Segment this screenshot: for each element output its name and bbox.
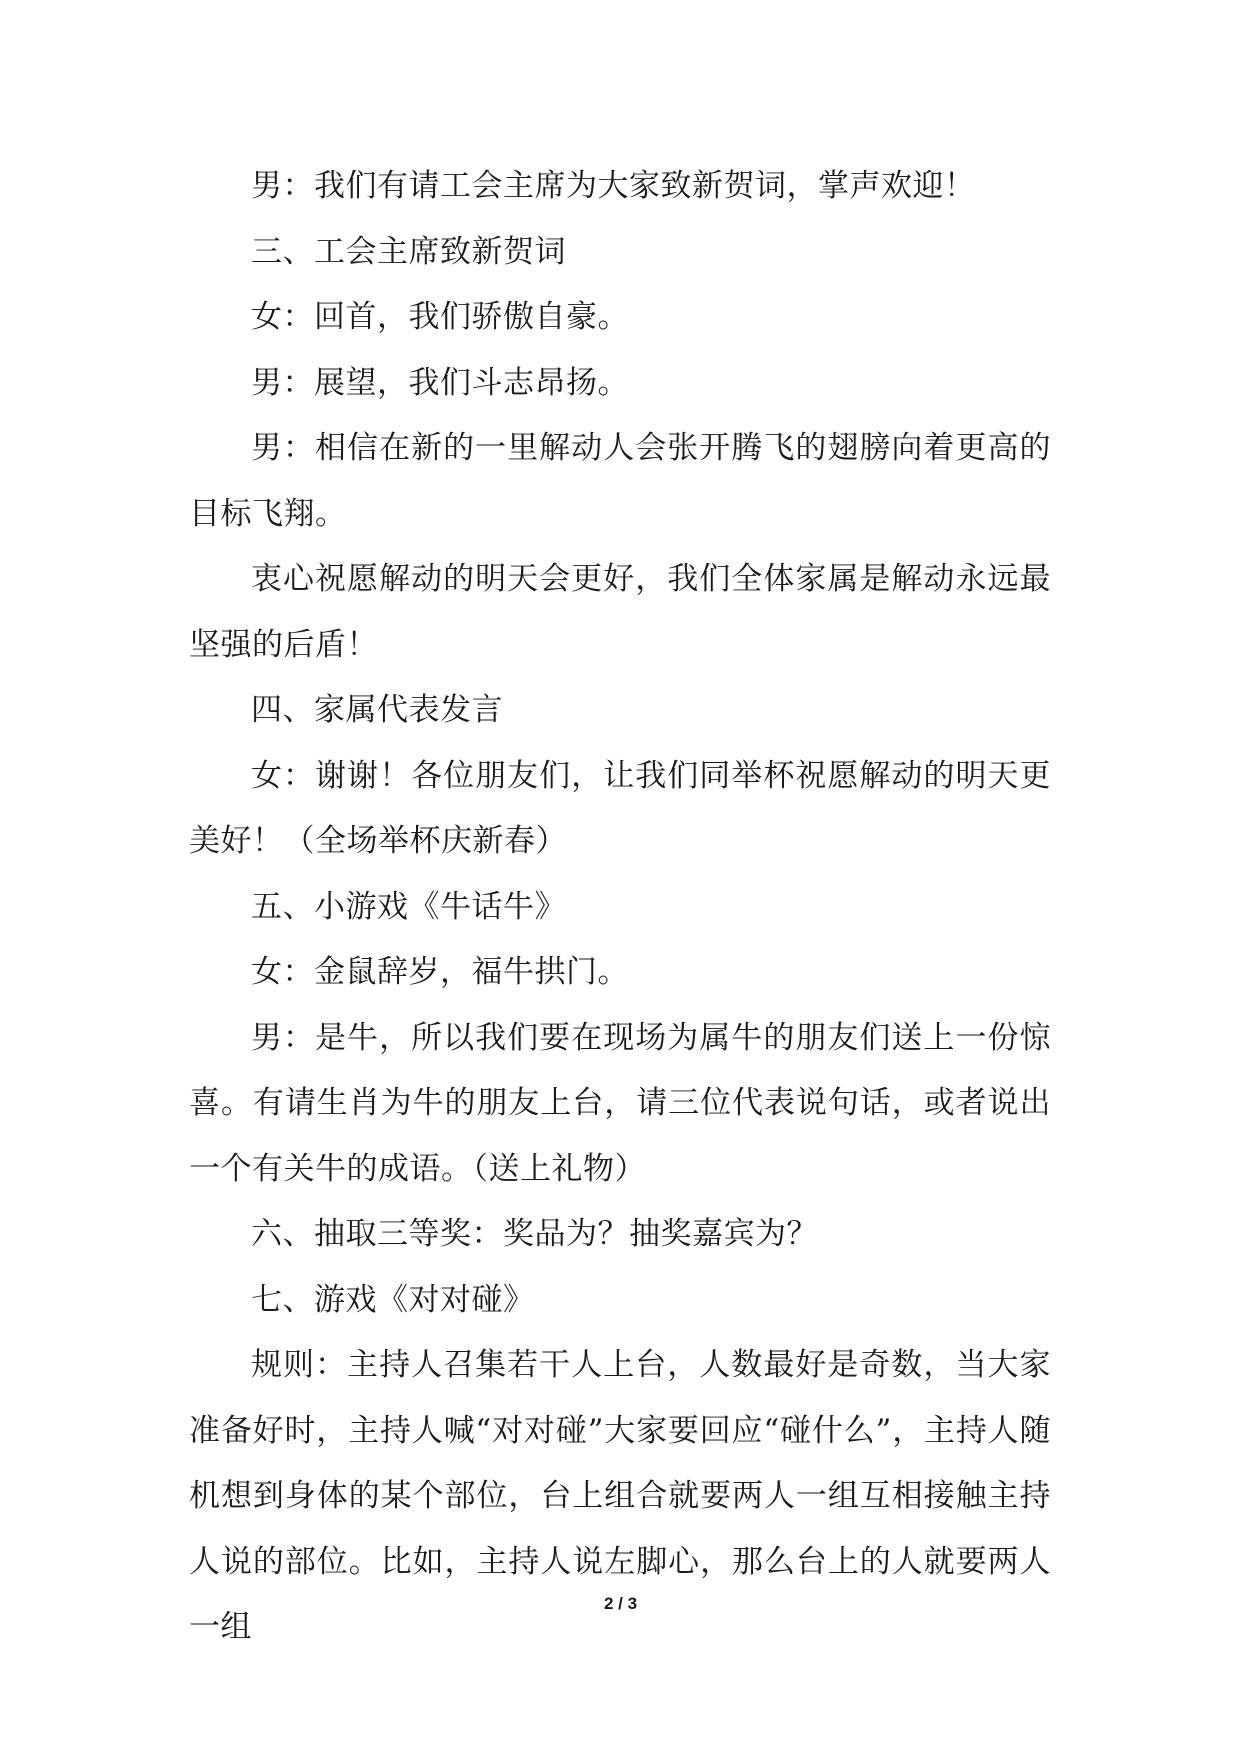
paragraph: 男：相信在新的一里解动人会张开腾飞的翅膀向着更高的目标飞翔。 [189, 430, 1051, 532]
paragraph: 男：是牛，所以我们要在现场为属牛的朋友们送上一份惊喜。有请生肖为牛的朋友上台，请三位代表说句话，或者说出一个有关牛的成语。（送上礼物） [189, 1019, 1051, 1187]
section-heading: 四、家属代表发言 [251, 692, 503, 728]
paragraph: 男：我们有请工会主席为大家致新贺词，掌声欢迎！ [251, 168, 976, 204]
section-heading: 六、抽取三等奖：奖品为？抽奖嘉宾为？ [251, 1216, 818, 1252]
paragraph: 女：谢谢！各位朋友们，让我们同举杯祝愿解动的明天更美好！（全场举杯庆新春） [189, 757, 1051, 859]
page-number: 2 / 3 [603, 1594, 638, 1613]
paragraph: 男：展望，我们斗志昂扬。 [251, 364, 629, 401]
paragraph: 衷心祝愿解动的明天会更好，我们全体家属是解动永远最坚强的后盾！ [189, 561, 1051, 663]
document-body [189, 154, 1051, 1661]
paragraph: 女：金鼠辞岁，福牛拱门。 [251, 954, 629, 990]
paragraph: 女：回首，我们骄傲自豪。 [251, 299, 629, 335]
section-heading: 七、游戏《对对碰》 [251, 1281, 535, 1318]
section-heading: 五、小游戏《牛话牛》 [251, 888, 566, 925]
section-heading: 三、工会主席致新贺词 [251, 233, 566, 270]
paragraph: 规则：主持人召集若干人上台，人数最好是奇数，当大家准备好时，主持人喊“对对碰”大家要回应“碰什么”，主持人随机想到身体的某个部位，台上组合就要两人一组互相接触主持人说的部位。比如，主持人说左脚心，那么台上的人就要两人一组 [189, 1347, 1051, 1645]
